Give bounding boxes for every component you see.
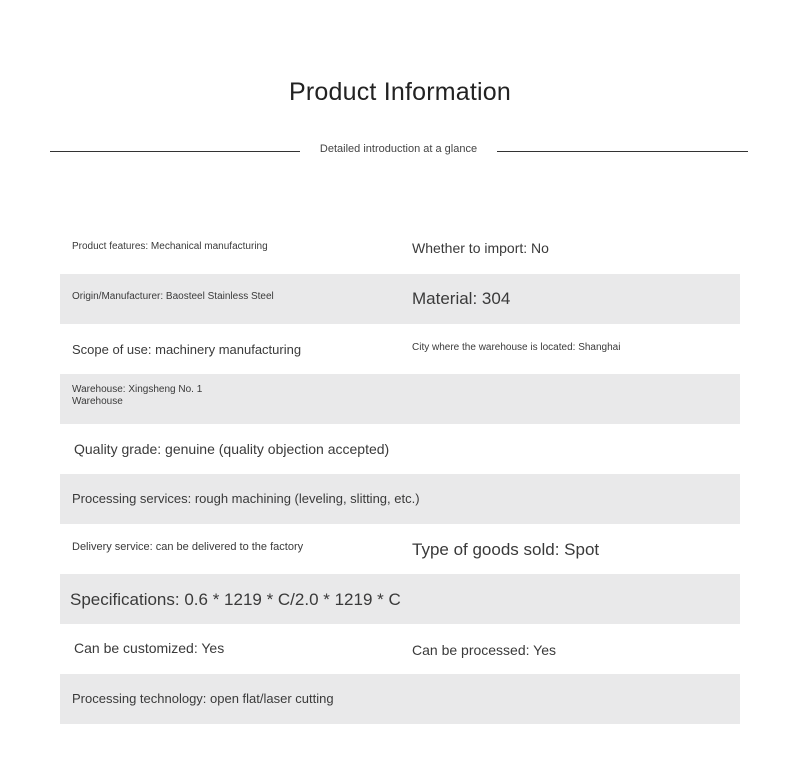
scope-of-use: Scope of use: machinery manufacturing <box>72 342 302 357</box>
warehouse-city: City where the warehouse is located: Shanghai <box>412 342 621 353</box>
table-row <box>60 224 740 274</box>
processing-technology: Processing technology: open flat/laser cutting <box>72 691 334 706</box>
goods-type: Type of goods sold: Spot <box>412 540 600 559</box>
table-row <box>60 624 740 674</box>
customizable: Can be customized: Yes <box>74 640 225 656</box>
table-row <box>60 274 740 324</box>
import-status: Whether to import: No <box>412 240 549 256</box>
table-row <box>60 474 740 524</box>
table-row <box>60 374 740 424</box>
quality-grade: Quality grade: genuine (quality objection accepted) <box>74 441 390 457</box>
material: Material: 304 <box>412 289 511 308</box>
divider-line-right <box>497 151 748 152</box>
product-info-table <box>60 224 740 724</box>
table-row <box>60 674 740 724</box>
processing-services: Processing services: rough machining (leveling, slitting, etc.) <box>72 491 420 506</box>
table-row <box>60 424 740 474</box>
table-row <box>60 524 740 574</box>
table-row <box>60 574 740 624</box>
delivery-service: Delivery service: can be delivered to the factory <box>72 541 304 553</box>
specifications: Specifications: 0.6 * 1219 * C/2.0 * 1219 * C <box>70 590 401 609</box>
product-features: Product features: Mechanical manufacturing <box>72 241 268 252</box>
processable: Can be processed: Yes <box>412 642 556 658</box>
page-title: Product Information <box>289 78 511 106</box>
table-row <box>60 324 740 374</box>
warehouse: Warehouse: Xingsheng No. 1 Warehouse <box>72 384 203 407</box>
page-subtitle: Detailed introduction at a glance <box>319 143 478 155</box>
origin-manufacturer: Origin/Manufacturer: Baosteel Stainless Steel <box>72 291 274 302</box>
divider-line-left <box>50 151 300 152</box>
